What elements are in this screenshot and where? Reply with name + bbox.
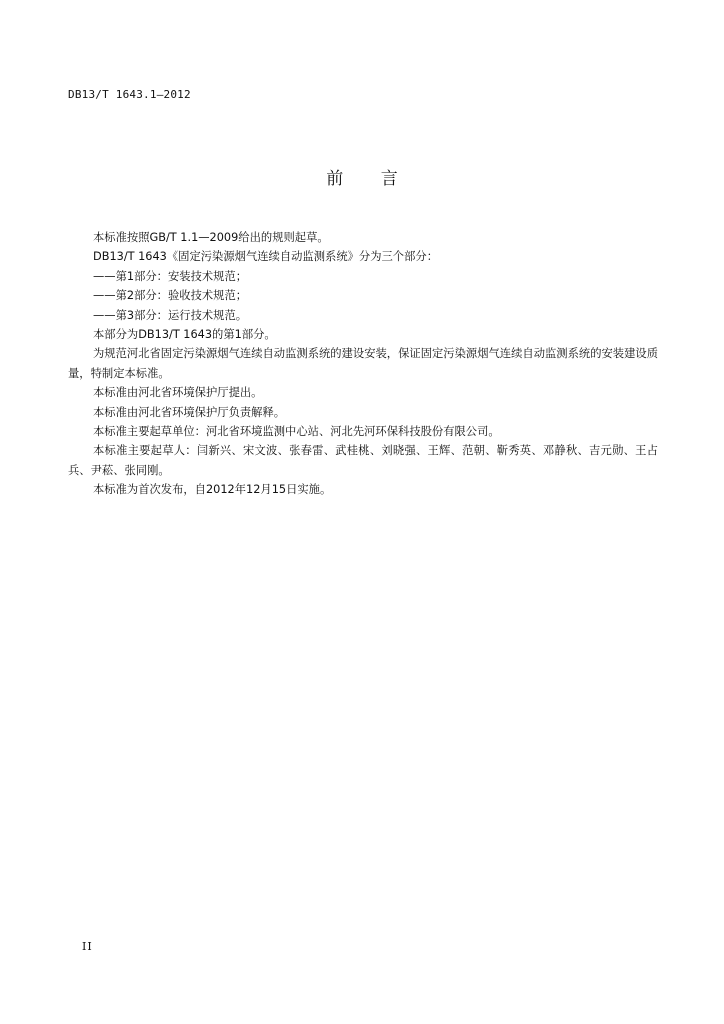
paragraph-drafting-rules: 本标准按照GB/T 1.1—2009给出的规则起草。 (93, 231, 329, 244)
header-divider (68, 108, 656, 109)
paragraph-this-part: 本部分为DB13/T 1643的第1部分。 (93, 328, 276, 342)
list-item-part-2: ——第2部分：验收技术规范； (93, 289, 248, 303)
paragraph-drafting-units: 本标准主要起草单位：河北省环境监测中心站、河北先河环保科技股份有限公司。 (93, 425, 500, 439)
standard-code-header: DB13/T 1643.1—2012 (68, 88, 191, 101)
paragraph-effective-date: 本标准为首次发布，自2012年12月15日实施。 (93, 483, 332, 497)
paragraph-proposed-by: 本标准由河北省环境保护厅提出。 (93, 386, 263, 400)
list-item-part-1: ——第1部分：安装技术规范； (93, 269, 248, 283)
page-title: 前 言 (326, 169, 414, 189)
page-number: II (82, 940, 93, 953)
paragraph-interpreted-by: 本标准由河北省环境保护厅负责解释。 (93, 405, 286, 419)
paragraph-purpose: 为规范河北省固定污染源烟气连续自动监测系统的建设安装，保证固定污染源烟气连续自动监测系统的安装建设质量，特制定本标准。 (68, 347, 658, 380)
list-item-part-3: ——第3部分：运行技术规范。 (93, 308, 248, 322)
paragraph-drafters: 本标准主要起草人：闫新兴、宋文波、张春雷、武桂桃、刘晓强、王辉、范朝、靳秀英、邓静秋、吉元勋、王占兵、尹菘、张同刚。 (68, 444, 658, 477)
foreword-body (68, 228, 658, 500)
paragraph-standard-parts: DB13/T 1643《固定污染源烟气连续自动监测系统》分为三个部分： (93, 250, 438, 264)
